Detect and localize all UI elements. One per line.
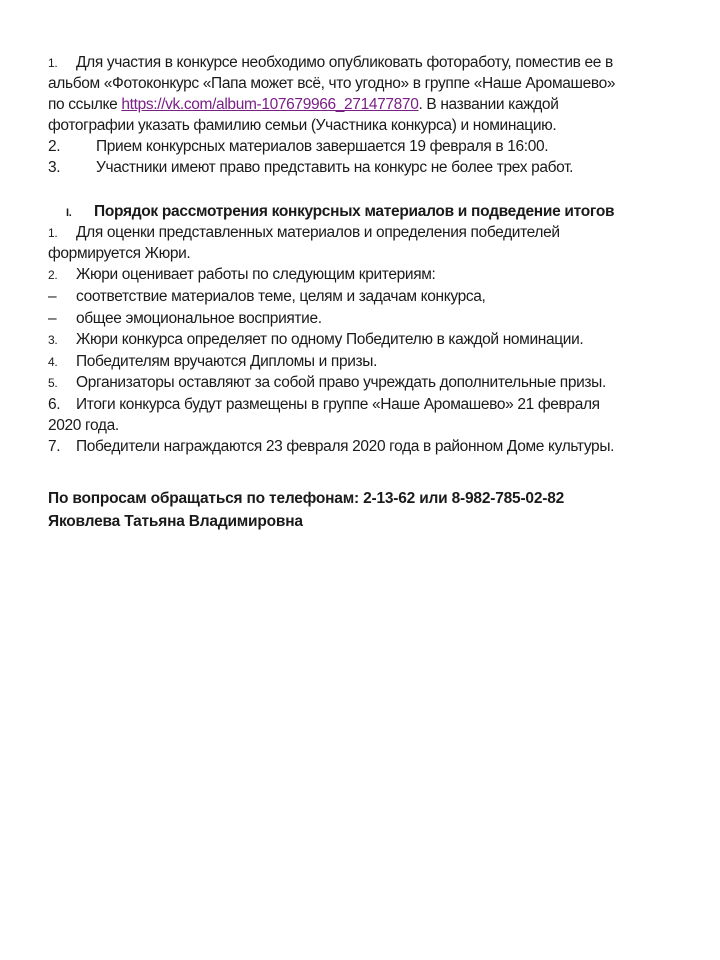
review-item-4: 4. Победителям вручаются Дипломы и призы. [48,351,377,373]
list-number: 6. [48,396,61,413]
list-number: 1. [48,226,58,240]
contact-phones: По вопросам обращаться по телефонам: 2-13-62 или 8-982-785-02-82 [48,490,565,507]
list-number: 3. [48,159,61,176]
album-link[interactable]: https://vk.com/album-107679966_271477870 [121,96,419,113]
review-item-1-line-2: формируется Жюри. [48,245,191,262]
review-item-2: 2. Жюри оценивает работы по следующим критериям: [48,264,436,286]
review-item-6-line-2: 2020 года. [48,417,119,434]
list-number: 1. [48,56,58,70]
participation-item-2: 2. Прием конкурсных материалов завершается 19 февраля в 16:00. [48,138,549,155]
criteria-item-1: – соответствие материалов теме, целям и задачам конкурса, [48,288,486,305]
review-item-1-line-1: 1. Для оценки представленных материалов и определения победителей [48,222,560,244]
criteria-item-2: – общее эмоциональное восприятие. [48,310,322,327]
roman-numeral: I. [66,207,72,219]
list-number: 4. [48,355,58,369]
section-heading: I. Порядок рассмотрения конкурсных материалов и подведение итогов [66,201,614,224]
list-number: 5. [48,376,58,390]
review-item-5: 5. Организаторы оставляют за собой право учреждать дополнительные призы. [48,372,606,394]
review-item-7: 7. Победители награждаются 23 февраля 2020 года в районном Доме культуры. [48,438,615,455]
participation-item-1-line-1: 1. Для участия в конкурсе необходимо опубликовать фотоработу, поместив ее в [48,52,613,74]
review-item-3: 3. Жюри конкурса определяет по одному Победителю в каждой номинации. [48,329,583,351]
contact-person: Яковлева Татьяна Владимировна [48,513,303,530]
dash-bullet: – [48,288,57,305]
participation-item-1-line-2: альбом «Фотоконкурс «Папа может всё, что угодно» в группе «Наше Аромашево» [48,75,616,92]
participation-item-1-line-4: фотографии указать фамилию семьи (Участника конкурса) и номинацию. [48,117,557,134]
dash-bullet: – [48,310,57,327]
list-number: 7. [48,438,61,455]
list-number: 2. [48,268,58,282]
list-number: 2. [48,138,61,155]
list-number: 3. [48,333,58,347]
review-item-6-line-1: 6. Итоги конкурса будут размещены в группе «Наше Аромашево» 21 февраля [48,396,600,413]
participation-item-1-line-3: по ссылке https://vk.com/album-107679966_271477870. В названии каждой [48,96,559,113]
participation-item-3: 3. Участники имеют право представить на конкурс не более трех работ. [48,159,574,176]
